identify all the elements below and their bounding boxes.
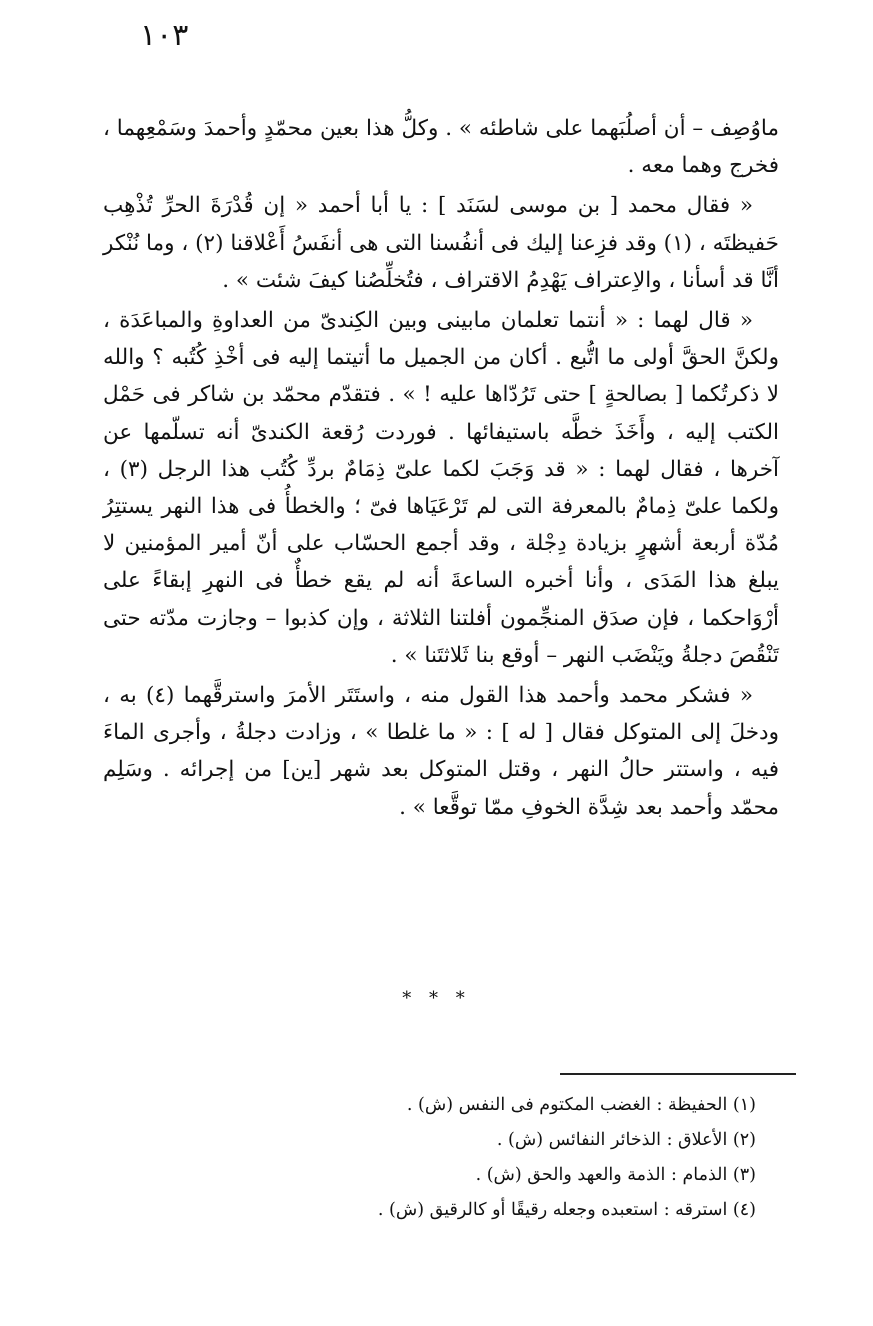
footnote: (١) الحفيظة : الغضب المكتوم فى النفس (ش) .: [406, 1095, 756, 1115]
footnote: (٣) الذمام : الذمة والعهد والحق (ش) .: [475, 1165, 756, 1185]
body-text: [103, 110, 779, 826]
paragraph: « فشكر محمد وأحمد هذا القول منه ، واستَتَر الأمرَ واسترقَّهما (٤) به ، ودخلَ إلى المتوكل فقال [ له ] : « ما غلطا » ، وزادت دجلةُ ، وأجرى الماءَ فيه ، واستتر حالُ النهر ، وقتل المتوكل بعد شهر [ين] من إجرائه . وسَلِم محمّد وأحمد بعد شِدَّة الخوفِ ممّا توقَّعا » .: [103, 683, 779, 820]
footnotes: [200, 1088, 756, 1228]
footnote: (٤) استرقه : استعبده وجعله رقيقًا أو كالرقيق (ش) .: [377, 1200, 756, 1220]
footnote-divider: [560, 1073, 796, 1075]
paragraph: « فقال محمد [ بن موسى لسَنَد ] : يا أبا أحمد « إن قُدْرَةَ الحرِّ تُذْهِب حَفيظتَه ، (١) وقد فزِعنا إليك فى أنفُسنا التى هى أنفَسُ أَعْلاقنا (٢) ، وما نُنْكر أنَّا قد أسأنا ، والاِعتراف يَهْدِمُ الاقتراف ، فتُخلِّصُنا كيفَ شئت » .: [103, 193, 779, 293]
footnote: (٢) الأعلاق : الذخائر النفائس (ش) .: [496, 1130, 756, 1150]
section-separator: * * *: [402, 988, 471, 1009]
paragraph: « قال لهما : « أنتما تعلمان مابينى وبين الكِندىّ من العداوةِ والمباعَدَة ، ولكنَّ الحقَّ أولى ما اتُّبع . أكان من الجميل ما أتيتما إليه فى أخْذِ كُتُبه ؟ والله لا ذكرتُكما [ بصالحةٍ ] حتى تَرُدّاها عليه ! » . فتقدّم محمّد بن شاكر فى حَمْل الكتب إليه ، وأَخَذَ خطَّه باستيفائها . فوردت رُقعة الكندىّ أنه تسلّمها عن آخرها ، فقال لهما : « قد وَجَبَ لكما علىّ ذِمَامٌ بردِّ كُتُب هذا الرجل (٣) ، ولكما علىّ ذِمامٌ بالمعرفة التى لم تَرْعَيَاها فىّ ؛ والخطأُ فى هذا النهر يستتِرُ مُدّة أربعة أشهرٍ بزيادة دِجْلة ، وقد أجمع الحسّاب على أنّ أمير المؤمنين لا يبلغ هذا المَدَى ، وأنا أخبره الساعةَ أنه لم يقع خطأٌ فى النهرِ إبقاءً على أرْوَاحكما ، فإن صدَق المنجِّمون أفلتنا الثلاثة ، وإن كذبوا – وجازت مدّته حتى تَنْقُصَ دجلةُ ويَنْضَب النهر – أوقع بنا ثَلاثتَنا » .: [103, 308, 779, 668]
paragraph: ماوُصِف – أن أصلُبَهما على شاطئه » . وكلُّ هذا بعين محمّدٍ وأحمدَ وسَمْعِهما ، فخرج وهما معه .: [103, 116, 779, 179]
page-number: ١٠٣: [140, 18, 189, 53]
